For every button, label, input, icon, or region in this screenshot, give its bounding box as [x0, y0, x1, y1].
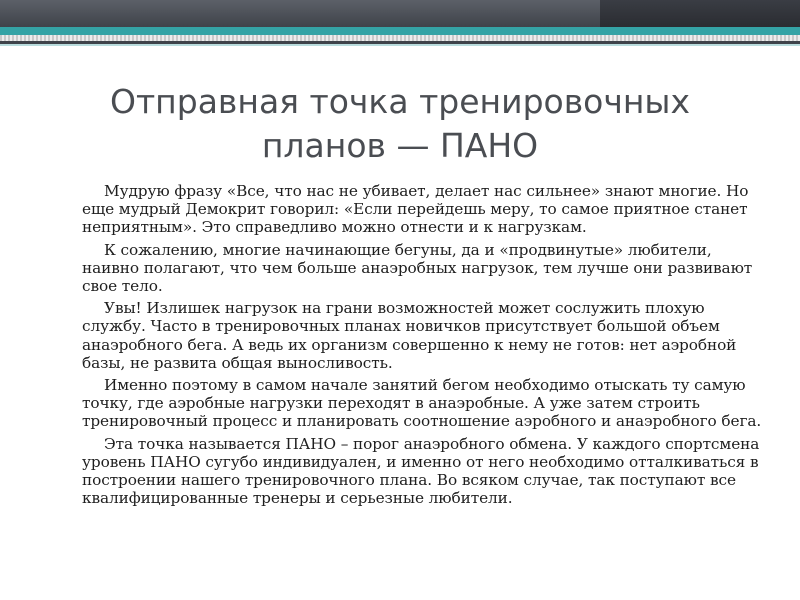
body-paragraph-2: К сожалению, многие начинающие бегуны, да и «продвинутые» любители, наивно полагают, что чем больше анаэробных нагрузок, тем лучше они развивают свое тело. — [82, 240, 753, 296]
header-stripe-teal — [0, 27, 800, 35]
body-paragraph-4: Именно поэтому в самом начале занятий бегом необходимо отыскать ту самую точку, где аэробные нагрузки переходят в анаэробные. А уже затем строить тренировочный процесс и планировать соотношение аэробного и анаэробного бега. — [82, 376, 762, 431]
slide-body — [82, 182, 762, 511]
body-paragraph-5: Эта точка называется ПАНО – порог анаэробного обмена. У каждого спортсмена уровень ПАНО сугубо индивидуален, и именно от него необходимо отталкиваться в построении нашего тренировочного плана. Во всяком случае, так поступают все квалифицированные тренеры и серьезные любители. — [82, 434, 760, 508]
slide-title: Отправная точка тренировочных планов — ПАНО — [109, 82, 690, 165]
body-paragraph-3: Увы! Излишек нагрузок на грани возможностей может сослужить плохую службу. Часто в тренировочных планах новичков присутствует большой объем анаэробного бега. А ведь их организм совершенно к нему не готов: нет аэробной базы, не развита общая выносливость. — [82, 299, 737, 372]
header-stripe-light — [0, 44, 800, 46]
header-bar-dark-segment — [600, 0, 800, 27]
body-paragraph-1: Мудрую фразу «Все, что нас не убивает, делает нас сильнее» знают многие. Но еще мудрый Демокрит говорил: «Если перейдешь меру, то самое приятное станет неприятным». Это справедливо можно отнести и к нагрузкам. — [82, 182, 749, 237]
